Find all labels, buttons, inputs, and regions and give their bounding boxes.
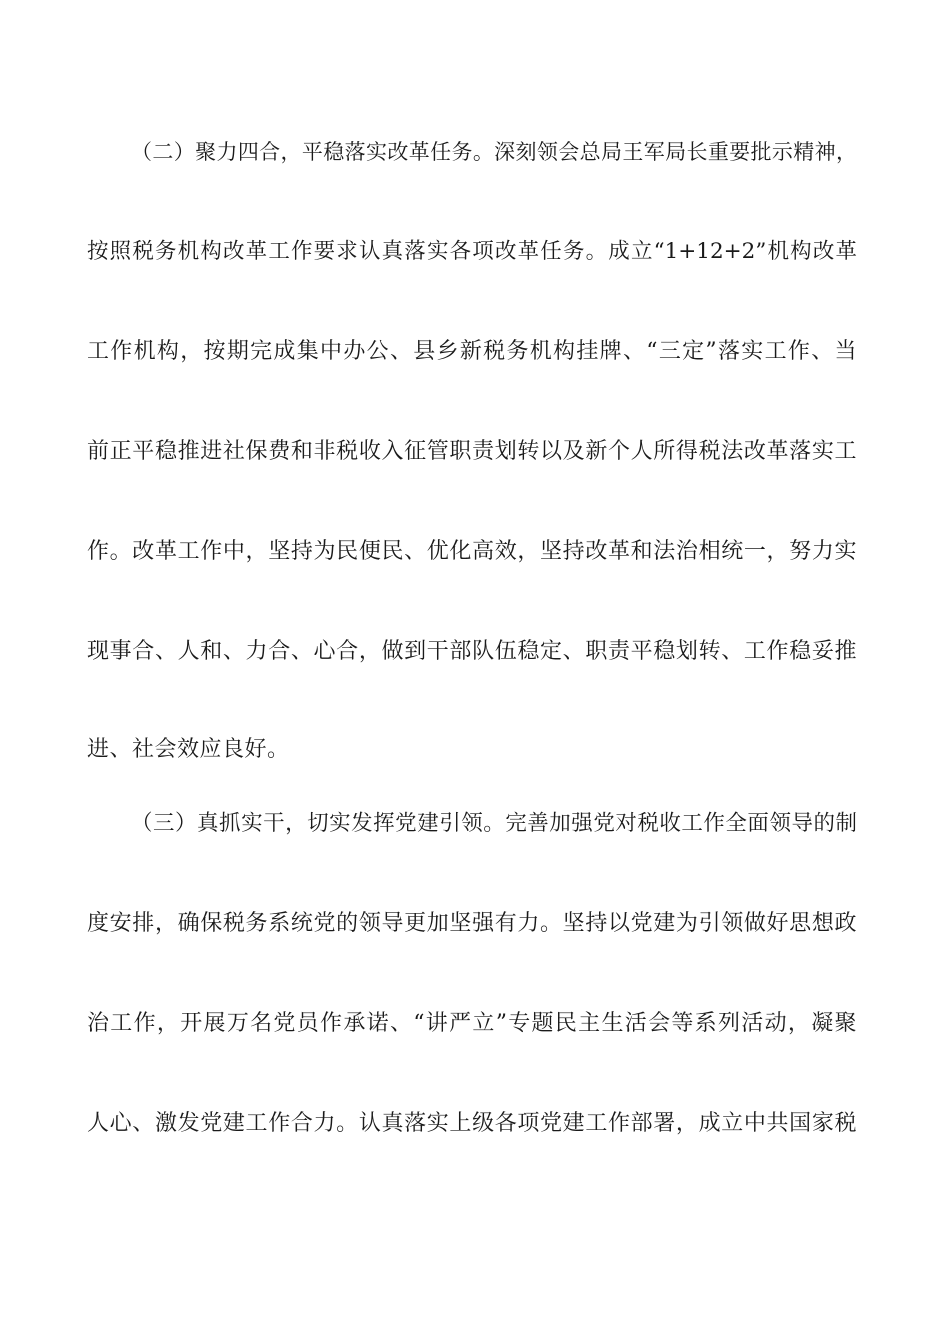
text-line: 进、社会效应良好。: [87, 737, 290, 762]
text-line: 按照税务机构改革工作要求认真落实各项改革任务。成立“1+12+2”机构改革: [87, 239, 857, 264]
text-line: 前正平稳推进社保费和非税收入征管职责划转以及新个人所得税法改革落实工: [87, 439, 857, 464]
text-line: 作。改革工作中，坚持为民便民、优化高效，坚持改革和法治相统一，努力实: [87, 539, 857, 564]
text-line: 度安排，确保税务系统党的领导更加坚强有力。坚持以党建为引领做好思想政: [87, 911, 857, 936]
text-line: （三）真抓实干，切实发挥党建引领。完善加强党对税收工作全面领导的制: [131, 811, 857, 836]
text-line: 治工作，开展万名党员作承诺、“讲严立”专题民主生活会等系列活动，凝聚: [87, 1011, 857, 1036]
text-line: 现事合、人和、力合、心合，做到干部队伍稳定、职责平稳划转、工作稳妥推: [87, 639, 857, 664]
text-line: 工作机构，按期完成集中办公、县乡新税务机构挂牌、“三定”落实工作、当: [87, 339, 857, 364]
text-line: （二）聚力四合，平稳落实改革任务。深刻领会总局王军局长重要批示精神，: [131, 140, 857, 164]
text-line: 人心、激发党建工作合力。认真落实上级各项党建工作部署，成立中共国家税: [87, 1111, 857, 1136]
